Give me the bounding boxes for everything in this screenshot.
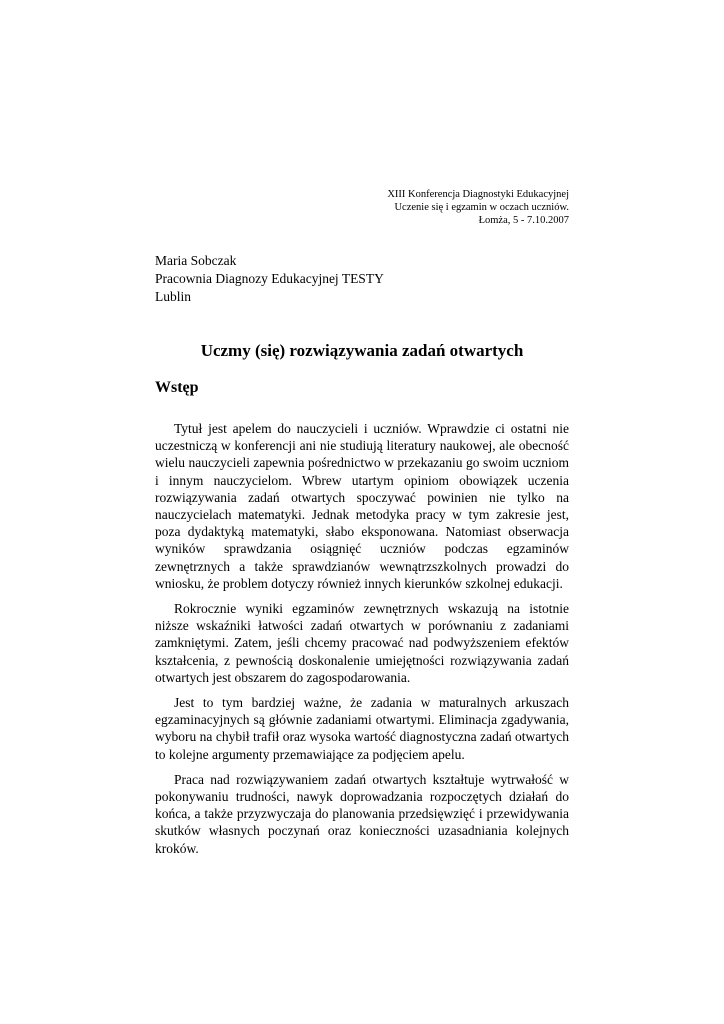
author-institution: Pracownia Diagnozy Edukacyjnej TESTY xyxy=(155,271,384,286)
author-block xyxy=(155,252,384,306)
document-title: Uczmy (się) rozwiązywania zadań otwartych xyxy=(200,341,524,360)
paragraph: Jest to tym bardziej ważne, że zadania w maturalnych arkuszach egzaminacyjnych są głównie zadaniami otwartymi. Eliminacja zgadywania, wyboru na chybił trafił oraz wysoka wartość diagnostyczna zadań otwartych to kolejne argumenty przemawiające za podjęciem apelu. xyxy=(155,695,569,762)
paragraph: Tytuł jest apelem do nauczycieli i uczniów. Wprawdzie ci ostatni nie uczestniczą w konferencji ani nie studiują literatury naukowej, ale obecność wielu nauczycieli zapewnia pośrednictwo w przekazaniu go swoim uczniom i innym nauczycielom. Wbrew utartym opiniom obowiązek uczenia rozwiązywania zadań otwartych spoczywać powinien nie tylko na nauczycielach matematyki. Jednak metodyka pracy w tym zakresie jest, poza dydaktyką matematyki, słabo eksponowana. Natomiast obserwacja wyników sprawdzania osiągnięć uczniów podczas egzaminów zewnętrznych a także sprawdzianów wewnątrzszkolnych prowadzi do wniosku, że problem dotyczy również innych kierunków szkolnej edukacji. xyxy=(155,421,569,591)
conference-name: XIII Konferencja Diagnostyki Edukacyjnej xyxy=(387,189,569,200)
section-heading: Wstęp xyxy=(155,379,199,396)
paragraph: Rokrocznie wyniki egzaminów zewnętrznych wskazują na istotnie niższe wskaźniki łatwości zadań otwartych w porównaniu z zadaniami zamkniętymi. Zatem, jeśli chcemy pracować nad podwyższeniem efektów kształcenia, z pewnością doskonalenie umiejętności rozwiązywania zadań otwartych jest obszarem do zagospodarowania. xyxy=(155,601,569,685)
section-body xyxy=(155,420,569,865)
conference-place-date: Łomża, 5 - 7.10.2007 xyxy=(478,215,569,226)
paragraph: Praca nad rozwiązywaniem zadań otwartych kształtuje wytrwałość w pokonywaniu trudności, nawyk doprowadzania rozpoczętych działań do końca, a także przyzwyczaja do planowania przedsięwzięć i przewidywania skutków własnych poczynań oraz konieczności uzasadniania kolejnych kroków. xyxy=(155,771,569,856)
author-name: Maria Sobczak xyxy=(155,253,237,268)
conference-header xyxy=(269,188,569,227)
conference-subtitle: Uczenie się i egzamin w oczach uczniów. xyxy=(394,202,569,213)
author-city: Lublin xyxy=(155,289,191,304)
